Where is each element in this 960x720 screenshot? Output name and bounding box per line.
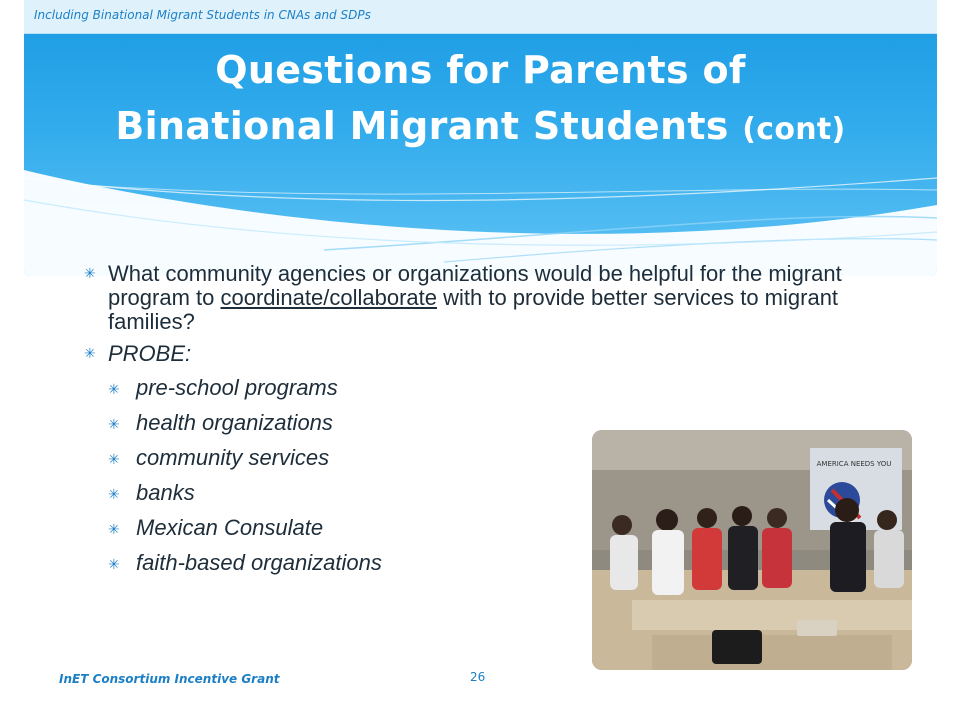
probe-item-text: pre-school programs bbox=[136, 375, 338, 400]
probe-item-text: community services bbox=[136, 445, 330, 470]
asterisk-bullet-icon: ✳ bbox=[108, 452, 120, 468]
question-underlined-text: coordinate/collaborate bbox=[220, 285, 437, 310]
probe-label: PROBE: bbox=[108, 341, 192, 366]
question-text-part1: What community agencies or organizations would be helpful for the migrant program to bbox=[108, 261, 842, 310]
question-text-part2: with to provide better services to migrant families? bbox=[108, 285, 839, 334]
title-line-2-text: Binational Migrant Students bbox=[115, 104, 729, 148]
asterisk-bullet-icon: ✳ bbox=[108, 557, 120, 573]
asterisk-bullet-icon: ✳ bbox=[108, 382, 120, 398]
asterisk-bullet-icon: ✳ bbox=[84, 346, 96, 362]
presentation-title: Including Binational Migrant Students in CNAs and SDPs bbox=[34, 8, 371, 22]
classroom-photo-illustration bbox=[592, 430, 912, 670]
slide-title bbox=[24, 42, 937, 158]
asterisk-bullet-icon: ✳ bbox=[84, 266, 96, 282]
title-suffix: (cont) bbox=[742, 112, 846, 147]
top-bar bbox=[24, 0, 937, 34]
probe-item-text: faith-based organizations bbox=[136, 550, 382, 575]
title-line-2 bbox=[24, 98, 937, 158]
classroom-photo bbox=[592, 430, 912, 670]
page-number: 26 bbox=[470, 670, 486, 684]
asterisk-bullet-icon: ✳ bbox=[108, 487, 120, 503]
projector-text: AMERICA NEEDS YOU bbox=[816, 460, 892, 468]
probe-item-text: health organizations bbox=[136, 410, 333, 435]
question-bullet bbox=[84, 262, 878, 334]
probe-bullet bbox=[84, 342, 884, 366]
title-line-1: Questions for Parents of bbox=[215, 48, 746, 92]
footer-grant-name: InET Consortium Incentive Grant bbox=[59, 672, 280, 686]
asterisk-bullet-icon: ✳ bbox=[108, 417, 120, 433]
probe-item-text: banks bbox=[136, 480, 195, 505]
asterisk-bullet-icon: ✳ bbox=[108, 522, 120, 538]
probe-item-text: Mexican Consulate bbox=[136, 515, 324, 540]
list-item bbox=[84, 374, 884, 409]
